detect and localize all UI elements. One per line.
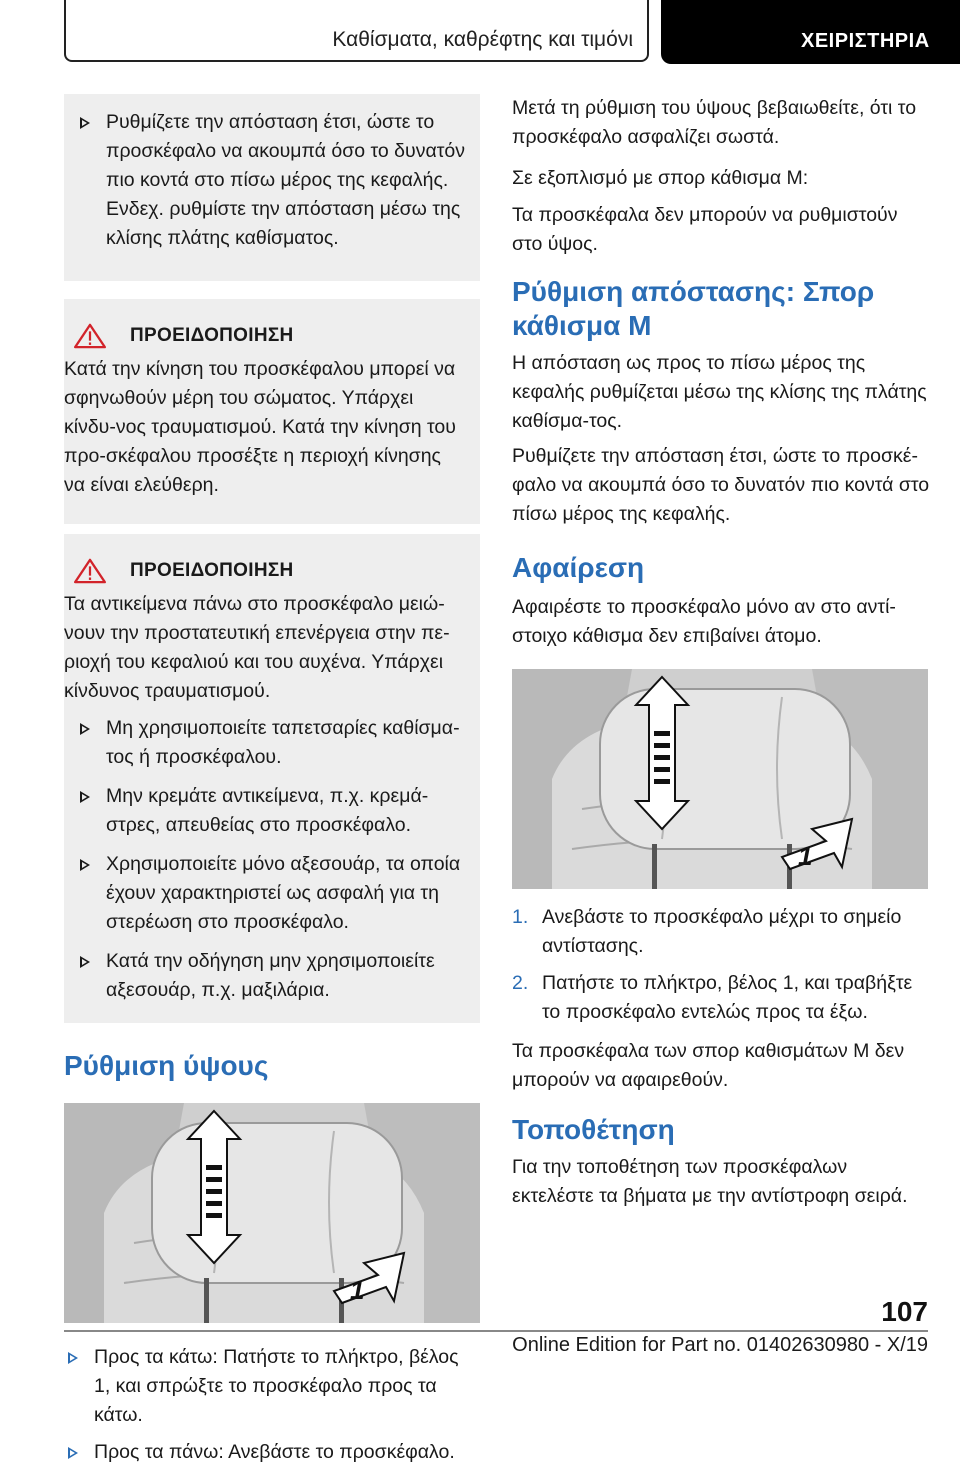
section-tab-label: ΧΕΙΡΙΣΤΗΡΙΑ (801, 30, 930, 52)
warning-triangle-icon (72, 558, 108, 584)
warning-triangle-icon (72, 323, 108, 349)
paragraph: Τα προσκέφαλα δεν μπορούν να ρυθμιστούν στο ύψος. (512, 204, 898, 255)
arrow-label: 1 (798, 841, 813, 871)
paragraph: Αφαιρέστε το προσκέφαλο μόνο αν στο αντί-στοιχο κάθισμα δεν επιβαίνει άτομο. (512, 596, 896, 647)
intro-list (64, 108, 466, 253)
warning-box-2 (64, 534, 480, 1023)
section-tab (661, 0, 960, 64)
paragraph: Μετά τη ρύθμιση του ύψους βεβαιωθείτε, ότι το προσκέφαλο ασφαλίζει σωστά. (512, 97, 917, 148)
page-header (0, 0, 960, 70)
warning-text: Τα αντικείμενα πάνω στο προσκέφαλο μειώ-νουν την προστατευτική επενέργεια στην πε-ριοχή του κεφαλιού και του αυχένα. Υπάρχει κίνδυνος τραυματισμού. (64, 593, 450, 702)
step-item: 2. Πατήστε το πλήκτρο, βέλος 1, και τραβήξτε το προσκέφαλο εντελώς προς τα έξω. (512, 972, 913, 1023)
bullet-triangle-icon (68, 1352, 78, 1364)
list-item: Μην κρεμάτε αντικείμενα, π.χ. κρεμά-στρες, απευθείας στο προσκέφαλο. (64, 782, 466, 840)
bullet-triangle-icon (80, 791, 90, 803)
step-item: 1. Ανεβάστε το προσκέφαλο μέχρι το σημείο αντίστασης. (512, 906, 902, 957)
list-item: Προς τα πάνω: Ανεβάστε το προσκέφαλο. (64, 1438, 480, 1467)
right-column (512, 94, 932, 1211)
list-item: Ρυθμίζετε την απόσταση έτσι, ώστε το προσκέφαλο να ακουμπά όσο το δυνατόν πιο κοντά στο πίσω μέρος της κεφαλής. Ενδεχ. ρυθμίστε την απόσταση μέσω της κλίσης πλάτης καθίσματος. (64, 108, 466, 253)
chapter-title: Καθίσματα, καθρέφτης και τιμόνι (332, 28, 633, 51)
list-item: Κατά την οδήγηση μην χρησιμοποιείτε αξεσουάρ, π.χ. μαξιλάρια. (64, 947, 466, 1005)
warning-box-1 (64, 299, 480, 524)
list-item: Χρησιμοποιείτε μόνο αξεσουάρ, τα οποία έχουν χαρακτηριστεί ως ασφαλή για τη στερέωση στο προσκέφαλο. (64, 850, 466, 937)
warning-list (64, 714, 466, 1005)
paragraph: Σε εξοπλισμό με σπορ κάθισμα M: (512, 167, 809, 189)
header-frame (64, 0, 649, 62)
bullet-triangle-icon (68, 1447, 78, 1459)
left-column (64, 94, 480, 1467)
list-item: Μη χρησιμοποιείτε ταπετσαρίες καθίσμα-τος ή προσκέφαλου. (64, 714, 466, 772)
footer-divider (64, 1330, 928, 1332)
headrest-illustration (512, 669, 928, 889)
section-heading-remove: Αφαίρεση (512, 552, 645, 583)
intro-box (64, 94, 480, 281)
paragraph: Για την τοποθέτηση των προσκέφαλων εκτελέστε τα βήματα με την αντίστροφη σειρά. (512, 1156, 908, 1207)
edition-note: Online Edition for Part no. 01402630980 - X/19 (512, 1334, 928, 1356)
warning-heading: ΠΡΟΕΙΔΟΠΟΙΗΣΗ (64, 323, 466, 349)
headrest-illustration (64, 1103, 480, 1323)
paragraph: Τα προσκέφαλα των σπορ καθισμάτων M δεν μπορούν να αφαιρεθούν. (512, 1040, 905, 1091)
section-heading-height: Ρύθμιση ύψους (64, 1050, 269, 1081)
paragraph: Ρυθμίζετε την απόσταση έτσι, ώστε το προσκέ-φαλο να ακουμπά όσο το δυνατόν πιο κοντά στο πίσω μέρος της κεφαλής. (512, 445, 930, 525)
arrow-label: 1 (350, 1275, 365, 1305)
section-heading-install: Τοποθέτηση (512, 1114, 675, 1145)
headrest-height-photo (64, 1103, 480, 1323)
paragraph: Η απόσταση ως προς το πίσω μέρος της κεφαλής ρυθμίζεται μέσω της κλίσης της πλάτης καθίσμα-τος. (512, 352, 927, 432)
headrest-remove-photo (512, 669, 928, 889)
section-heading-sport: Ρύθμιση απόστασης: Σπορ κάθισμα M (512, 276, 875, 341)
list-item: Προς τα κάτω: Πατήστε το πλήκτρο, βέλος 1, και σπρώξτε το προσκέφαλο προς τα κάτω. (64, 1343, 480, 1430)
warning-heading: ΠΡΟΕΙΔΟΠΟΙΗΣΗ (64, 558, 466, 584)
bullet-triangle-icon (80, 723, 90, 735)
warning-text: Κατά την κίνηση του προσκέφαλου μπορεί να σφηνωθούν μέρη του σώματος. Υπάρχει κίνδυ-νος τραυματισμού. Κατά την κίνηση του προ-σκέφαλου προσέξτε η περιοχή κίνησης να είναι ελεύθερη. (64, 358, 456, 496)
bullet-triangle-icon (80, 956, 90, 968)
removal-steps (512, 903, 932, 1027)
bullet-triangle-icon (80, 859, 90, 871)
page-number: 107 (881, 1296, 928, 1327)
bullet-triangle-icon (80, 117, 90, 129)
